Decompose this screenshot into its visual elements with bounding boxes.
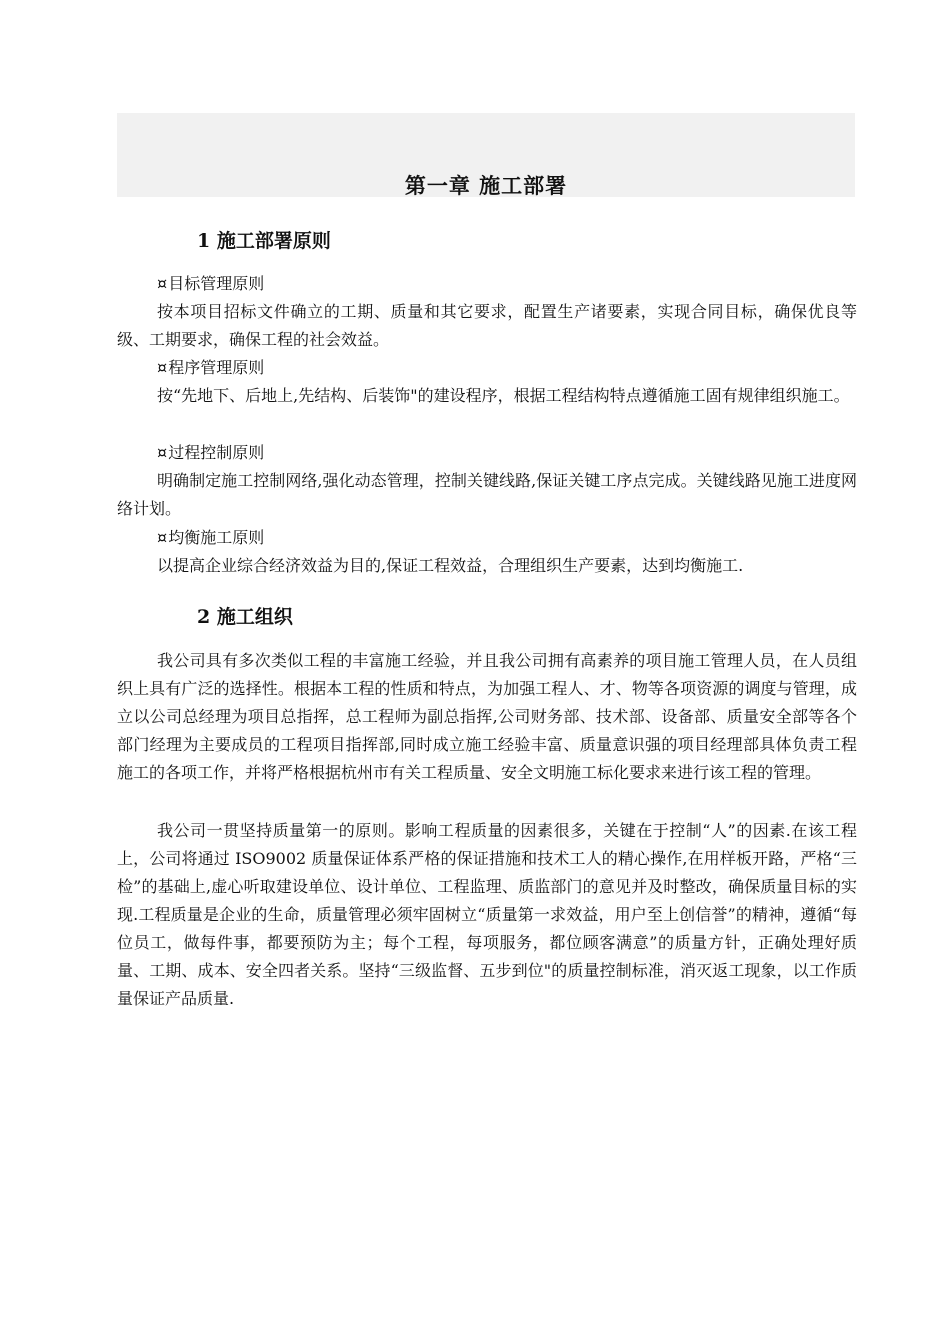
- principle-text-1: 按本项目招标文件确立的工期、质量和其它要求，配置生产诸要素，实现合同目标，确保优良等级、工期要求，确保工程的社会效益。: [117, 302, 857, 349]
- chapter-title: 第一章 施工部署: [404, 173, 568, 198]
- principle-label: 目标管理原则: [168, 274, 265, 293]
- principle-text-3: 明确制定施工控制网络,强化动态管理，控制关键线路,保证关键工序点完成。关键线路见施工进度网络计划。: [117, 471, 857, 518]
- principle-heading-3: [157, 439, 264, 467]
- principle-heading-2: [157, 354, 264, 382]
- section-heading-2: 2 施工组织: [197, 606, 293, 628]
- principle-heading-4: [157, 524, 264, 552]
- principle-heading-1: [157, 270, 264, 298]
- paragraph-1: 我公司具有多次类似工程的丰富施工经验，并且我公司拥有高素养的项目施工管理人员，在人员组织上具有广泛的选择性。根据本工程的性质和特点，为加强工程人、才、物等各项资源的调度与管理，成立以公司总经理为项目总指挥，总工程师为副总指挥,公司财务部、技术部、设备部、质量安全部等各个部门经理为主要成员的工程项目指挥部,同时成立施工经验丰富、质量意识强的项目经理部具体负责工程施工的各项工作，并将严格根据杭州市有关工程质量、安全文明施工标化要求来进行该工程的管理。: [117, 651, 857, 782]
- section-heading-1: 1 施工部署原则: [197, 230, 331, 252]
- bullet-icon: ¤: [157, 358, 168, 377]
- bullet-icon: ¤: [157, 528, 168, 547]
- paragraph-2: 我公司一贯坚持质量第一的原则。影响工程质量的因素很多，关键在于控制“人”的因素.在该工程上，公司将通过 ISO9002 质量保证体系严格的保证措施和技术工人的精心操作,在用样板开路，严格“三检”的基础上,虚心听取建设单位、设计单位、工程监理、质监部门的意见并及时整改，确保质量目标的实现.工程质量是企业的生命，质量管理必须牢固树立“质量第一求效益，用户至上创信誉”的精神，遵循“每位员工，做每件事，都要预防为主；每个工程，每项服务，都位顾客满意”的质量方针，正确处理好质量、工期、成本、安全四者关系。坚持“三级监督、五步到位"的质量控制标准，消灭返工现象，以工作质量保证产品质量.: [117, 821, 857, 1008]
- principle-label: 程序管理原则: [168, 358, 265, 377]
- bullet-icon: ¤: [157, 443, 168, 462]
- principle-text-2: 按“先地下、后地上,先结构、后装饰"的建设程序，根据工程结构特点遵循施工固有规律组织施工。: [157, 386, 850, 405]
- bullet-icon: ¤: [157, 274, 168, 293]
- principle-text-4: 以提高企业综合经济效益为目的,保证工程效益，合理组织生产要素，达到均衡施工.: [157, 556, 744, 575]
- principle-label: 过程控制原则: [168, 443, 265, 462]
- principle-label: 均衡施工原则: [168, 528, 265, 547]
